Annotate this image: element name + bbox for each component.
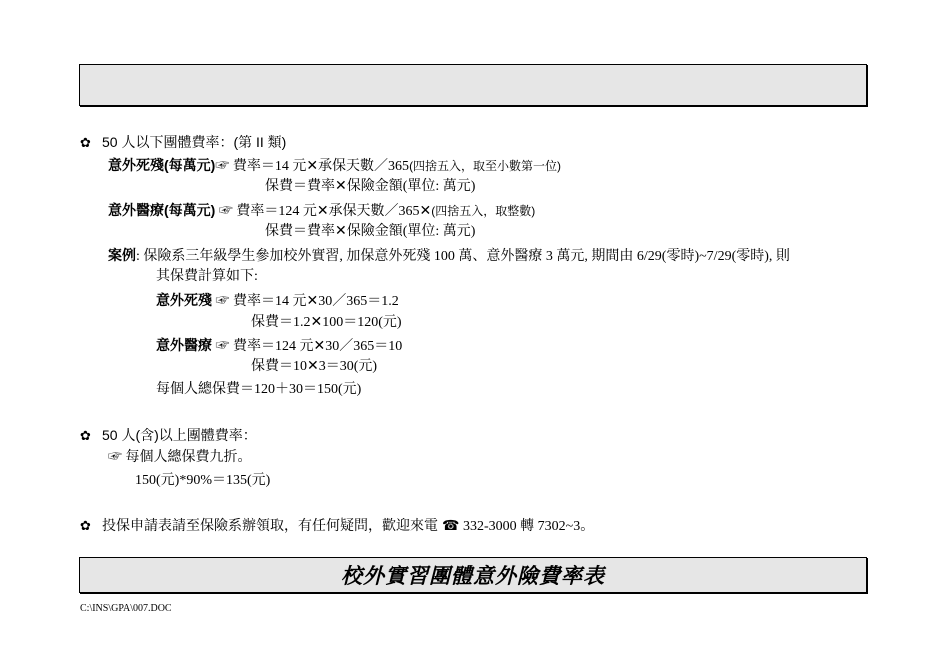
title-box [79, 557, 867, 593]
death-rate-line [108, 155, 561, 177]
example-death-line [156, 290, 399, 312]
medical-premium-line: 保費＝費率✕保險金額(單位: 萬元) [265, 224, 476, 239]
telephone-icon: ☎ [442, 518, 460, 534]
flower-bullet-icon: ✿ [80, 519, 91, 534]
example-medical-premium: 保費＝10✕3＝30(元) [251, 359, 378, 374]
contact-line [80, 515, 594, 537]
medical-formula: 費率＝124 元✕承保天數／365✕ [232, 204, 432, 219]
case-text: : 保險系三年級學生參加校外實習, 加保意外死殘 100 萬、意外醫療 3 萬元, 期間由 6/29(零時)~7/29(零時), 則 [136, 249, 790, 264]
section2-heading-text: 50 人(含)以上團體費率： [102, 427, 257, 443]
case-label: 案例 [108, 247, 136, 263]
contact-text: 投保申請表請至保險系辦領取，有任何疑問，歡迎來電 [102, 517, 438, 533]
medical-rate-line [108, 200, 535, 222]
discount-line: ☞ 每個人總保費九折。 [108, 450, 252, 465]
total-premium-line: 每個人總保費＝120＋30＝150(元) [156, 382, 362, 397]
discount-calc-line: 150(元)*90%＝135(元) [135, 473, 271, 488]
example-medical-formula: ☞ 費率＝124 元✕30／365＝10 [212, 339, 403, 354]
section1-heading [80, 132, 286, 154]
phone-number: 332-3000 轉 7302~3。 [459, 519, 595, 534]
section2-heading [80, 425, 257, 447]
death-premium-line: 保費＝費率✕保險金額(單位: 萬元) [265, 179, 476, 194]
page-title: 校外實習團體意外險費率表 [341, 565, 605, 588]
example-medical-line [156, 335, 402, 357]
example-death-formula: ☞ 費率＝14 元✕30／365＝1.2 [212, 294, 399, 309]
case-line-2: 其保費計算如下: [156, 269, 258, 284]
death-label: 意外死殘(每萬元) [108, 157, 216, 173]
flower-bullet-icon: ✿ [80, 136, 91, 151]
death-note: (四捨五入，取至小數第一位) [409, 159, 562, 173]
flower-bullet-icon: ✿ [80, 429, 91, 444]
medical-label: 意外醫療(每萬元) [108, 202, 216, 218]
example-death-premium: 保費＝1.2✕100＝120(元) [251, 315, 402, 330]
death-formula: 費率＝14 元✕承保天數／365 [229, 159, 410, 174]
section1-heading-text: 50 人以下團體費率：(第 II 類) [102, 134, 287, 150]
header-box [79, 64, 867, 106]
pointing-hand-icon: ☞ [215, 159, 230, 174]
medical-note: (四捨五入，取整數) [431, 204, 536, 218]
example-death-label: 意外死殘 [156, 292, 212, 308]
case-line [108, 245, 790, 267]
example-medical-label: 意外醫療 [156, 337, 212, 353]
file-path-footer: C:\INS\GPA\007.DOC [80, 603, 172, 614]
pointing-hand-icon: ☞ [215, 204, 233, 219]
